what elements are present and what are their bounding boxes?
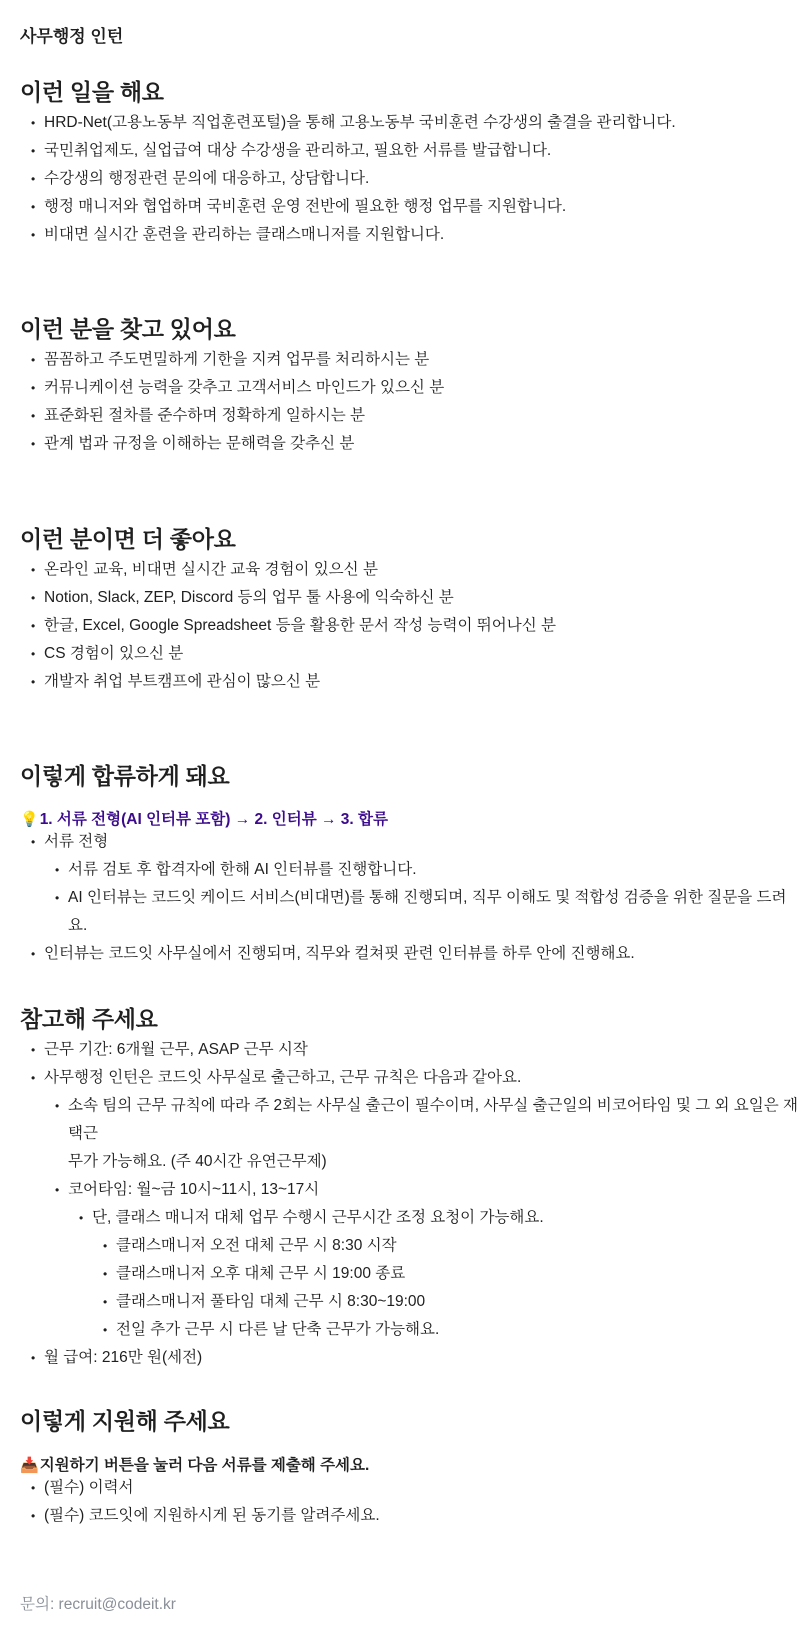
list-item: • 클래스매니저 오후 대체 근무 시 19:00 종료 <box>0 1260 800 1288</box>
list-item: • 인터뷰는 코드잇 사무실에서 진행되며, 직무와 컬쳐핏 관련 인터뷰를 하루 안에 진행해요. <box>0 940 800 968</box>
list-item: • 개발자 취업 부트캠프에 관심이 많으신 분 <box>0 668 800 696</box>
list-item: • HRD-Net(고용노동부 직업훈련포털)을 통해 고용노동부 국비훈련 수강생의 출결을 관리합니다. <box>0 109 800 137</box>
list-item: • (필수) 코드잇에 지원하시게 된 동기를 알려주세요. <box>0 1502 800 1530</box>
apply-instruction <box>20 1453 369 1475</box>
list-item: • 온라인 교육, 비대면 실시간 교육 경험이 있으신 분 <box>0 556 800 584</box>
preferred-list <box>0 556 800 696</box>
list-item: • CS 경험이 있으신 분 <box>0 640 800 668</box>
duties-list <box>0 109 800 249</box>
list-item: • 꼼꼼하고 주도면밀하게 기한을 지켜 업무를 처리하시는 분 <box>0 346 800 374</box>
list-item: • (필수) 이력서 <box>0 1474 800 1502</box>
list-item: • 관계 법과 규정을 이해하는 문해력을 갖추신 분 <box>0 430 800 458</box>
notes-list <box>0 1036 800 1372</box>
apply-list <box>0 1474 800 1530</box>
list-item: • 근무 기간: 6개월 근무, ASAP 근무 시작 <box>0 1036 800 1064</box>
list-item: • 사무행정 인턴은 코드잇 사무실로 출근하고, 근무 규칙은 다음과 같아요. <box>0 1064 800 1092</box>
list-item: • 단, 클래스 매니저 대체 업무 수행시 근무시간 조정 요청이 가능해요. <box>0 1204 800 1232</box>
lightbulb-icon: 💡 <box>20 811 39 828</box>
process-list <box>0 828 800 968</box>
list-item: • Notion, Slack, ZEP, Discord 등의 업무 툴 사용에 익숙하신 분 <box>0 584 800 612</box>
list-item: • 행정 매니저와 협업하며 국비훈련 운영 전반에 필요한 행정 업무를 지원합니다. <box>0 193 800 221</box>
list-item: • 클래스매니저 오전 대체 근무 시 8:30 시작 <box>0 1232 800 1260</box>
list-item: • 서류 전형 <box>0 828 800 856</box>
rule-office-line-1: • 소속 팀의 근무 규칙에 따라 주 2회는 사무실 출근이 필수이며, 사무실 출근일의 비코어타임 및 그 외 요일은 재택근 <box>68 1097 798 1142</box>
list-item: • 커뮤니케이션 능력을 갖추고 고객서비스 마인드가 있으신 분 <box>0 374 800 402</box>
list-item: • 표준화된 절차를 준수하며 정확하게 일하시는 분 <box>0 402 800 430</box>
looking-for-list <box>0 346 800 458</box>
list-item: • 월 급여: 216만 원(세전) <box>0 1344 800 1372</box>
section-heading-preferred: 이런 분이면 더 좋아요 <box>20 526 236 552</box>
list-item: • 서류 검토 후 합격자에 한해 AI 인터뷰를 진행합니다. <box>0 856 800 884</box>
section-heading-looking-for: 이런 분을 찾고 있어요 <box>20 316 236 342</box>
list-item <box>0 1092 800 1176</box>
process-steps <box>20 807 388 829</box>
contact-email: 문의: recruit@codeit.kr <box>20 1596 176 1613</box>
list-item: • 수강생의 행정관련 문의에 대응하고, 상담합니다. <box>0 165 800 193</box>
list-item: • 클래스매니저 풀타임 대체 근무 시 8:30~19:00 <box>0 1288 800 1316</box>
list-item: • 국민취업제도, 실업급여 대상 수강생을 관리하고, 필요한 서류를 발급합니다. <box>0 137 800 165</box>
section-heading-notes: 참고해 주세요 <box>20 1006 158 1032</box>
job-title: 사무행정 인턴 <box>20 27 124 46</box>
list-item: • 비대면 실시간 훈련을 관리하는 클래스매니저를 지원합니다. <box>0 221 800 249</box>
inbox-tray-icon: 📥 <box>20 1457 39 1474</box>
apply-instruction-text: 지원하기 버튼을 눌러 다음 서류를 제출해 주세요. <box>39 1457 370 1474</box>
list-item: • AI 인터뷰는 코드잇 케이드 서비스(비대면)를 통해 진행되며, 직무 이해도 및 적합성 검증을 위한 질문을 드려요. <box>0 884 800 940</box>
process-steps-text: 1. 서류 전형(AI 인터뷰 포함) → 2. 인터뷰 → 3. 합류 <box>39 811 388 828</box>
list-item: • 전일 추가 근무 시 다른 날 단축 근무가 가능해요. <box>0 1316 800 1344</box>
list-item: • 한글, Excel, Google Spreadsheet 등을 활용한 문서 작성 능력이 뛰어나신 분 <box>0 612 800 640</box>
rule-office-line-2: 무가 가능해요. (주 40시간 유연근무제) <box>68 1153 327 1170</box>
section-heading-process: 이렇게 합류하게 돼요 <box>20 763 230 789</box>
section-heading-apply: 이렇게 지원해 주세요 <box>20 1408 230 1434</box>
section-heading-duties: 이런 일을 해요 <box>20 79 164 105</box>
list-item: • 코어타임: 월~금 10시~11시, 13~17시 <box>0 1176 800 1204</box>
